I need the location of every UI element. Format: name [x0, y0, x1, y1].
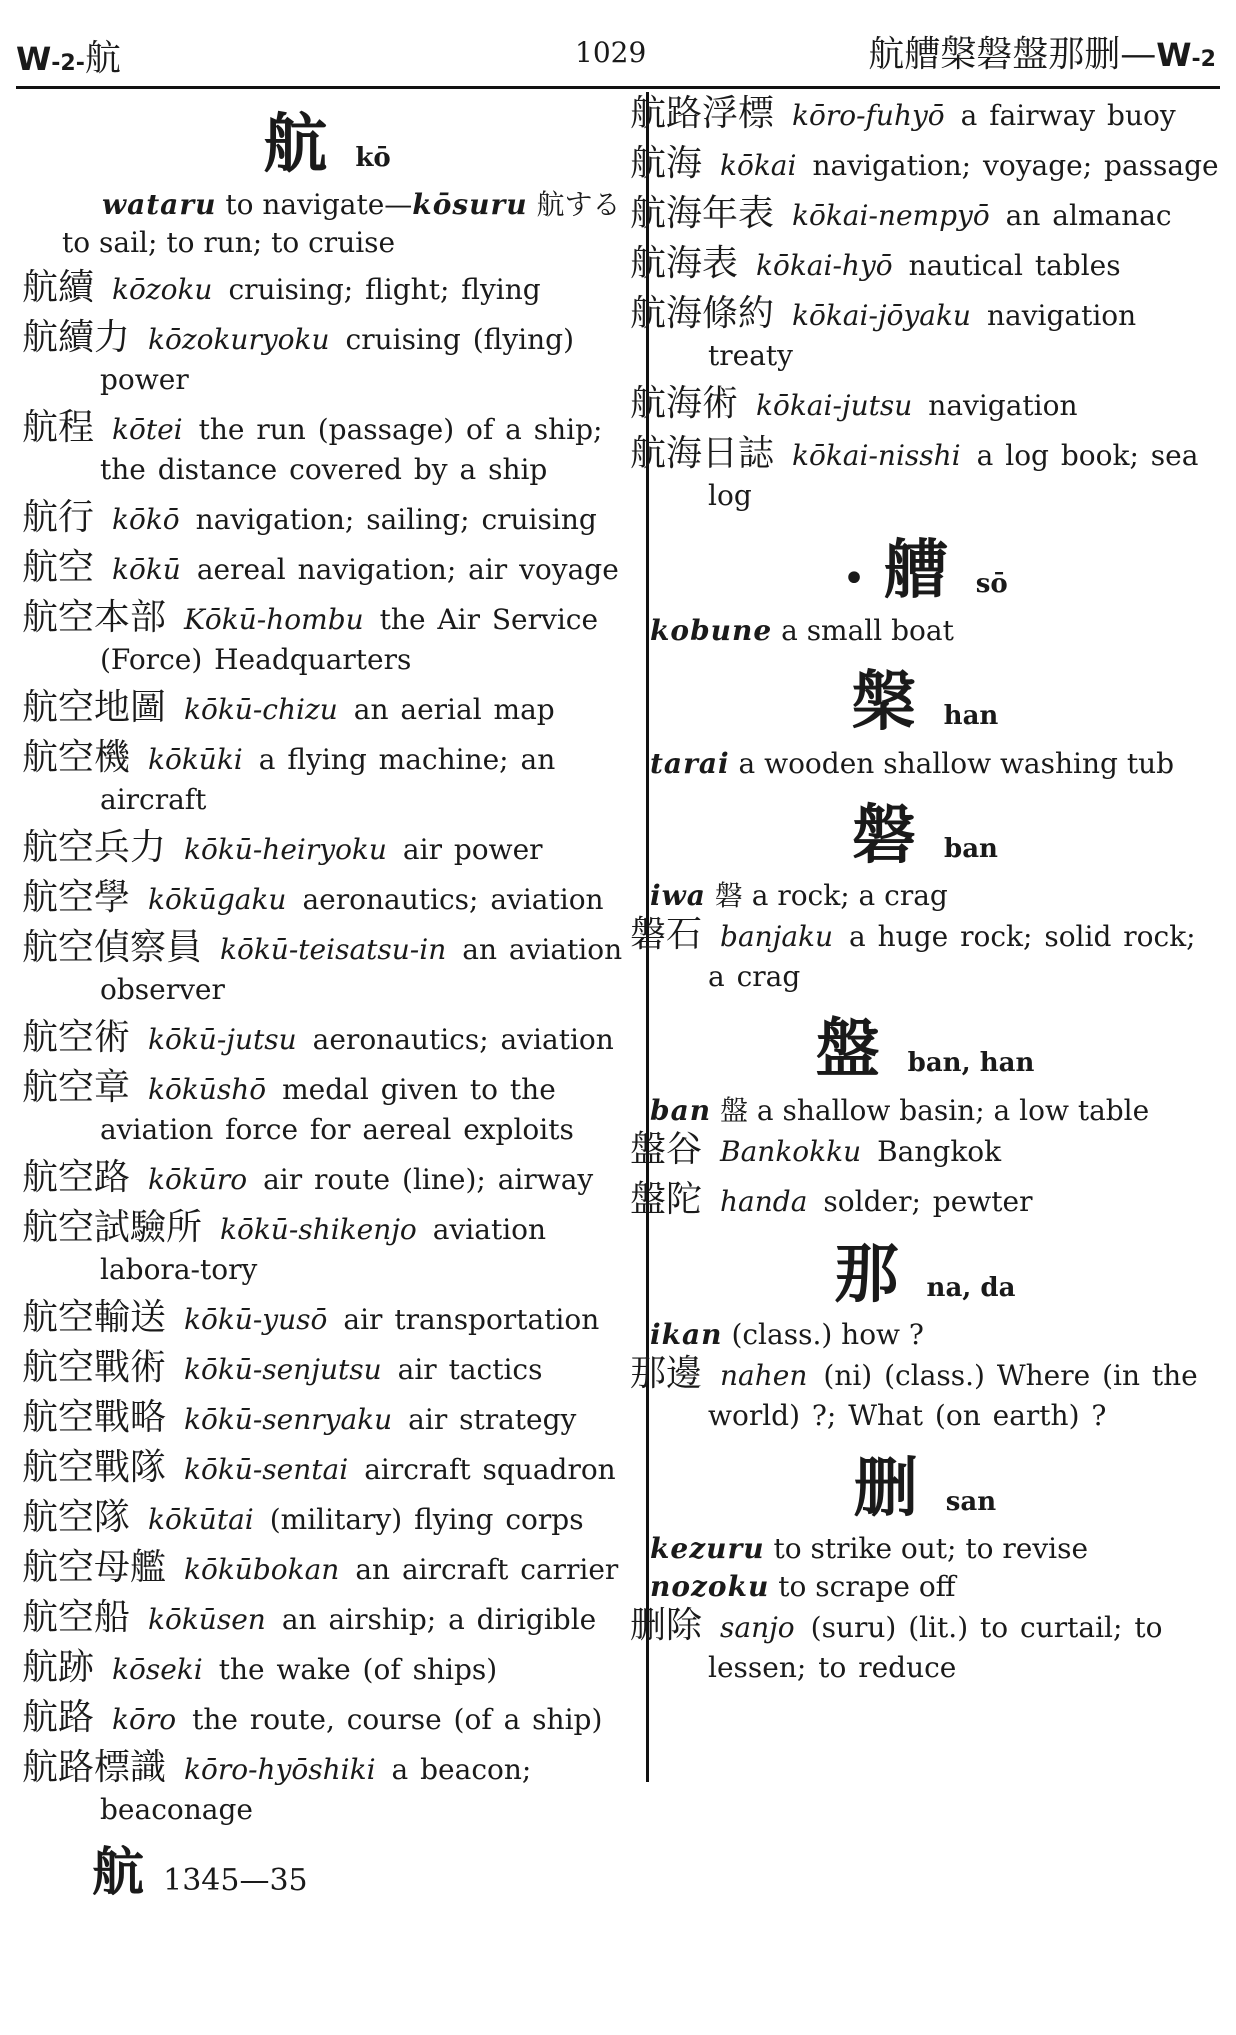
dictionary-entry — [22, 1398, 632, 1440]
entry-kanji: 磐石 — [630, 914, 703, 956]
entry-gloss: air tactics — [397, 1353, 543, 1387]
entry-gloss: an aerial map — [353, 693, 555, 727]
entry-list — [630, 1606, 1220, 1688]
dictionary-entry — [630, 1180, 1220, 1222]
entry-kanji: 航空戰術 — [22, 1347, 167, 1389]
entry-kanji: 航空機 — [22, 737, 131, 779]
dictionary-entry — [22, 1548, 632, 1590]
entry-gloss: a flying machine; an aircraft — [100, 743, 556, 817]
entry-romaji: kōkūki — [148, 743, 243, 777]
dictionary-entry — [630, 915, 1220, 997]
dictionary-entry — [22, 1158, 632, 1200]
entry-kanji: 航海術 — [630, 383, 739, 424]
entry-romaji: kōzokuryoku — [148, 323, 330, 357]
entry-gloss: (ni) (class.) Where (in the world) ?; What (on earth) ? — [708, 1358, 1198, 1432]
entry-kanji: 航跡 — [22, 1647, 95, 1689]
entry-kanji: 航海年表 — [630, 193, 775, 234]
entry-gloss: cruising (flying) power — [100, 323, 575, 397]
entry-kanji: 航海表 — [630, 243, 739, 284]
entry-gloss: (military) flying corps — [269, 1503, 584, 1537]
entry-romaji: kōtei — [112, 413, 183, 447]
entry-kanji: 航空地圖 — [22, 687, 167, 729]
headword: 槃 han — [851, 665, 999, 741]
entry-romaji: kōkū-yusō — [184, 1303, 328, 1337]
entry-kanji: 航空母艦 — [22, 1547, 167, 1589]
entry-list — [630, 94, 1220, 516]
entry-gloss: an aircraft carrier — [355, 1553, 619, 1587]
entry-romaji: sanjo — [720, 1611, 795, 1645]
entry-kanji: 航空輸送 — [22, 1297, 167, 1339]
entry-romaji: kōkū-chizu — [184, 693, 338, 727]
entry-gloss: navigation treaty — [708, 299, 1137, 372]
entry-romaji: kōkai-nempyō — [792, 199, 990, 232]
dictionary-entry — [630, 434, 1220, 516]
entry-kanji: 航空戰隊 — [22, 1447, 167, 1489]
headword: 磐 ban — [852, 797, 998, 873]
entry-kanji: 航續 — [22, 267, 95, 309]
entry-kanji: 航路浮標 — [630, 93, 775, 134]
entry-romaji: kōkō — [112, 503, 180, 537]
dictionary-entry — [630, 294, 1220, 376]
entry-kanji: 航空本部 — [22, 597, 167, 639]
header-right-ref: 航艚槃磐盤那删—W-2 — [868, 34, 1216, 75]
dictionary-entry — [22, 268, 632, 310]
entry-romaji: kōkū-senryaku — [184, 1403, 393, 1437]
headword: 那 na, da — [834, 1236, 1016, 1312]
dictionary-entry — [630, 1130, 1220, 1172]
entry-romaji: kōkūgaku — [148, 883, 287, 917]
entry-kanji: 盤谷 — [630, 1128, 703, 1170]
entry-kanji: 航行 — [22, 497, 95, 539]
kun-reading: kobune a small boat — [650, 614, 954, 648]
entry-kanji: 盤陀 — [630, 1178, 703, 1220]
dictionary-entry — [22, 878, 632, 920]
entry-romaji: kōseki — [112, 1653, 203, 1687]
dictionary-entry — [22, 1208, 632, 1290]
entry-romaji: kōkai-hyō — [756, 249, 893, 282]
entry-romaji: kōkū-senjutsu — [184, 1353, 382, 1387]
dictionary-entry — [22, 548, 632, 590]
headword: 航 kō — [263, 107, 391, 182]
kun-reading: nozoku to scrape off — [650, 1570, 956, 1604]
entry-romaji: kōro — [112, 1703, 177, 1737]
dictionary-entry — [22, 928, 632, 1010]
entry-kanji: 航空章 — [22, 1067, 131, 1109]
dictionary-entry — [22, 1698, 632, 1740]
kun-reading: kezuru to strike out; to revise — [650, 1532, 1089, 1566]
dictionary-entry — [22, 1298, 632, 1340]
entry-gloss: aeronautics; aviation — [302, 883, 604, 917]
dictionary-entry — [22, 598, 632, 680]
entry-kanji: 航空術 — [22, 1017, 131, 1059]
entry-gloss: aircraft squadron — [364, 1453, 616, 1487]
entry-romaji: handa — [720, 1184, 808, 1218]
kun-reading: ikan (class.) how ? — [650, 1317, 924, 1351]
entry-gloss: cruising; flight; flying — [228, 273, 541, 307]
kun-reading: iwa 磐 a rock; a crag — [650, 879, 948, 913]
entry-gloss: navigation — [928, 389, 1078, 422]
dictionary-entry — [22, 1448, 632, 1490]
entry-gloss: navigation; voyage; passage — [812, 149, 1219, 182]
entry-romaji: kōkūsen — [148, 1603, 266, 1637]
entry-romaji: kōkū-teisatsu-in — [220, 933, 447, 967]
entry-gloss: an airship; a dirigible — [281, 1603, 597, 1637]
entry-romaji: Kōkū-hombu — [184, 603, 364, 637]
dictionary-entry — [22, 1068, 632, 1150]
headword: 盤 ban, han — [815, 1012, 1035, 1088]
entry-romaji: kōkū-sentai — [184, 1453, 349, 1487]
dictionary-entry — [630, 1354, 1220, 1436]
entry-romaji: kōkai — [720, 149, 797, 182]
entry-kanji: 航空船 — [22, 1597, 131, 1639]
entry-romaji: kōkai-jōyaku — [792, 299, 971, 332]
entry-kanji: 航海 — [630, 143, 703, 184]
entry-kanji: 航續力 — [22, 317, 131, 359]
dictionary-entry — [22, 828, 632, 870]
entry-list — [630, 1130, 1220, 1222]
entry-gloss: air power — [402, 833, 543, 867]
header-rule — [16, 86, 1220, 89]
left-column — [22, 92, 632, 1838]
entry-gloss: aeronautics; aviation — [312, 1023, 614, 1057]
dictionary-entry — [22, 1018, 632, 1060]
entry-romaji: nahen — [720, 1358, 808, 1392]
entry-romaji: kōkūro — [148, 1163, 248, 1197]
footer-reference: 航 1345—35 — [92, 1842, 308, 1903]
dictionary-entry — [630, 244, 1220, 286]
dictionary-entry — [22, 738, 632, 820]
header-left-ref: W-2-航 — [16, 38, 121, 79]
entry-kanji: 航海條約 — [630, 293, 775, 334]
entry-gloss: the wake (of ships) — [218, 1653, 498, 1687]
entry-kanji: 航空隊 — [22, 1497, 131, 1539]
entry-list — [630, 1354, 1220, 1436]
dictionary-entry — [22, 498, 632, 540]
kun-reading: ban 盤 a shallow basin; a low table — [650, 1093, 1150, 1127]
headword: 删 san — [853, 1450, 997, 1526]
dictionary-entry — [630, 1606, 1220, 1688]
entry-kanji: 航空 — [22, 547, 95, 589]
entry-gloss: an aviation observer — [100, 933, 623, 1007]
page-number: 1029 — [575, 36, 647, 69]
entry-romaji: banjaku — [720, 920, 834, 954]
dictionary-entry — [630, 144, 1220, 186]
entry-romaji: kōkū-jutsu — [148, 1023, 297, 1057]
entry-romaji: kōkū-shikenjo — [220, 1213, 417, 1247]
entry-gloss: solder; pewter — [823, 1184, 1033, 1218]
entry-romaji: kōkūshō — [148, 1073, 267, 1107]
entry-gloss: nautical tables — [908, 249, 1121, 282]
entry-gloss: Bangkok — [877, 1134, 1002, 1168]
entry-gloss: aereal navigation; air voyage — [196, 553, 619, 587]
right-column — [630, 92, 1220, 1696]
entry-romaji: kōzoku — [112, 273, 213, 307]
entry-romaji: kōkai-nisshi — [792, 439, 961, 472]
entry-gloss: air strategy — [408, 1403, 577, 1437]
entry-romaji: Bankokku — [720, 1134, 862, 1168]
entry-romaji: kōkūtai — [148, 1503, 254, 1537]
entry-kanji: 航空兵力 — [22, 827, 167, 869]
entry-gloss: a beacon; beaconage — [100, 1753, 532, 1827]
dictionary-entry — [22, 1348, 632, 1390]
kun-reading: tarai a wooden shallow washing tub — [650, 746, 1175, 780]
entry-kanji: 航空試驗所 — [22, 1207, 203, 1249]
entry-romaji: kōkū — [112, 553, 181, 587]
entry-kanji: 航空偵察員 — [22, 927, 203, 969]
entry-kanji: 航空戰略 — [22, 1397, 167, 1439]
entry-kanji: 航空學 — [22, 877, 131, 919]
dictionary-entry — [22, 408, 632, 490]
entry-gloss: air transportation — [343, 1303, 600, 1337]
dictionary-entry — [22, 688, 632, 730]
entry-gloss: a fairway buoy — [960, 99, 1176, 132]
dictionary-entry — [22, 1648, 632, 1690]
entry-kanji: 航路 — [22, 1697, 95, 1739]
entry-gloss: medal given to the aviation force for aereal exploits — [100, 1073, 574, 1147]
entry-gloss: a huge rock; solid rock; a crag — [708, 920, 1196, 994]
entry-romaji: kōkūbokan — [184, 1553, 340, 1587]
entry-gloss: air route (line); airway — [263, 1163, 594, 1197]
page-header — [0, 0, 1236, 90]
entry-kanji: 删除 — [630, 1605, 703, 1647]
entry-kanji: 航海日誌 — [630, 433, 775, 474]
entry-kanji: 航程 — [22, 407, 95, 449]
entry-gloss: the run (passage) of a ship; the distance covered by a ship — [100, 413, 603, 487]
headword: • 艚 sō — [842, 533, 1008, 608]
kun-reading: wataru to navigate—kōsuru 航する to sail; to run; to cruise — [62, 188, 621, 260]
entry-gloss: aviation labora-tory — [100, 1213, 547, 1287]
dictionary-entry — [630, 94, 1220, 136]
entry-gloss: the route, course (of a ship) — [192, 1703, 603, 1737]
entry-romaji: kōkai-jutsu — [756, 389, 913, 422]
entry-kanji: 航空路 — [22, 1157, 131, 1199]
dictionary-entry — [22, 1598, 632, 1640]
entry-list — [630, 915, 1220, 997]
entry-gloss: an almanac — [1005, 199, 1172, 232]
dictionary-entry — [22, 1498, 632, 1540]
dictionary-entry — [630, 384, 1220, 426]
entry-gloss: navigation; sailing; cruising — [195, 503, 597, 537]
dictionary-entry — [22, 1748, 632, 1830]
entry-gloss: a log book; sea log — [708, 439, 1199, 512]
entry-kanji: 航路標識 — [22, 1747, 167, 1789]
entry-gloss: the Air Service (Force) Headquarters — [100, 603, 599, 677]
entry-gloss: (suru) (lit.) to curtail; to lessen; to reduce — [708, 1611, 1163, 1685]
entry-romaji: kōro-fuhyō — [792, 99, 945, 132]
entry-list — [22, 268, 632, 1830]
dictionary-entry — [630, 194, 1220, 236]
dictionary-entry — [22, 318, 632, 400]
entry-romaji: kōkū-heiryoku — [184, 833, 387, 867]
entry-kanji: 那邊 — [630, 1352, 703, 1394]
entry-romaji: kōro-hyōshiki — [184, 1753, 376, 1787]
